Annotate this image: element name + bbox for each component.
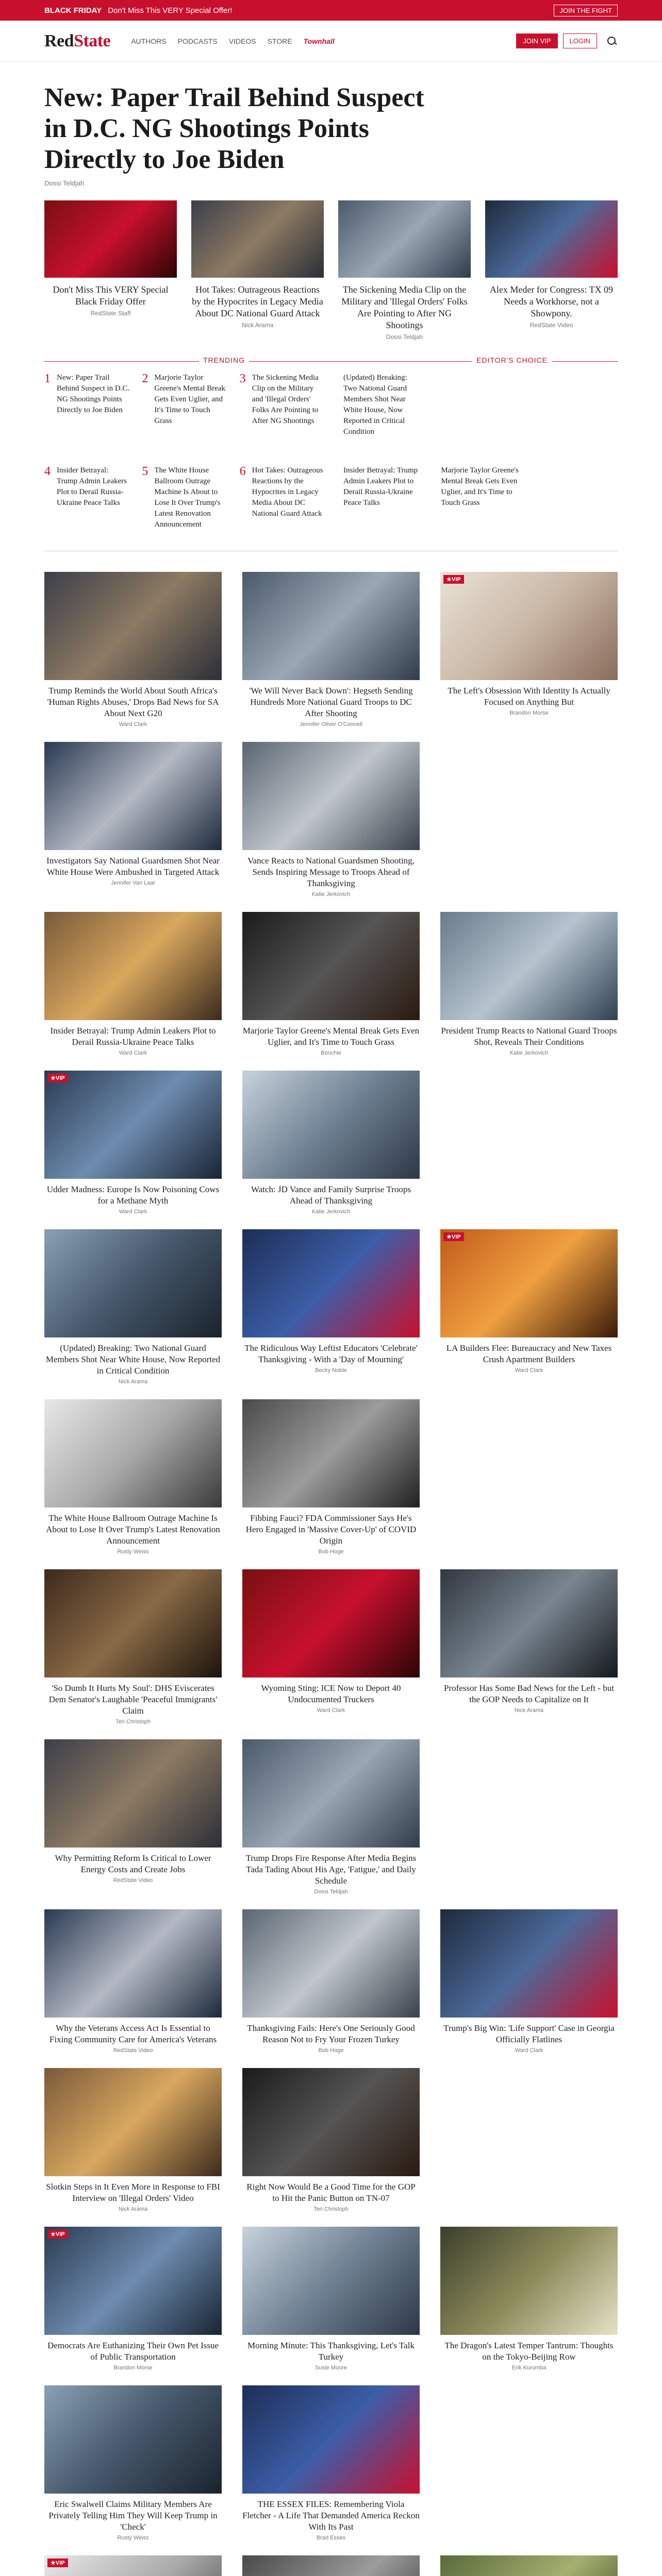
article-image[interactable] [440, 2555, 618, 2576]
editors-choice-label: EDITOR'S CHOICE [472, 356, 552, 364]
article-image[interactable] [44, 912, 222, 1020]
article-author[interactable]: Ward Clark [119, 1050, 147, 1056]
story-author[interactable]: RedState Video [529, 321, 573, 329]
list-title[interactable]: The White House Ballroom Outrage Machine Is About to Lose It Over Trump's Latest Renovation Announcement [154, 466, 221, 529]
vip-badge: ★VIP [443, 1232, 464, 1241]
article-image[interactable] [44, 2555, 222, 2576]
article-image[interactable] [44, 1909, 222, 2018]
article-card[interactable] [242, 742, 420, 897]
promo-text: Don't Miss This VERY Special Offer! [108, 6, 233, 15]
article-author[interactable]: Teri Christoph [115, 1719, 151, 1725]
article-image[interactable] [242, 2555, 420, 2576]
article-card[interactable] [242, 1071, 420, 1215]
list-title[interactable]: (Updated) Breaking: Two National Guard Members Shot Near White House, Now Reported in Critical Condition [343, 374, 407, 436]
article-title[interactable]: 'We Will Never Back Down': Hegseth Sending Hundreds More National Guard Troops to DC After Shooting [249, 686, 413, 718]
story-author[interactable]: RedState Staff [90, 310, 131, 317]
article-card[interactable] [242, 2385, 420, 2541]
article-card[interactable] [440, 1569, 618, 1725]
article-grid [44, 572, 618, 2576]
article-card[interactable] [242, 1399, 420, 1555]
article-card[interactable] [44, 1399, 222, 1555]
article-card[interactable] [242, 912, 420, 1056]
list-item [533, 361, 618, 437]
logo-red: Red [44, 31, 74, 50]
article-card [440, 2385, 618, 2541]
article-author[interactable]: Ward Clark [515, 2047, 543, 2054]
top-stories [44, 200, 618, 341]
top-story[interactable] [44, 200, 177, 341]
list-item[interactable] [337, 361, 422, 437]
top-story[interactable] [485, 200, 618, 341]
story-title[interactable]: Hot Takes: Outrageous Reactions by the Hypocrites in Legacy Media About DC National Guard Attack [192, 284, 323, 318]
article-author[interactable]: Ward Clark [119, 721, 147, 727]
article-author[interactable]: Katie Jerkovich [311, 1209, 351, 1215]
article-author[interactable]: Susie Moore [315, 2365, 347, 2371]
trending-label: TRENDING [199, 356, 249, 364]
article-title[interactable]: Fibbing Fauci? FDA Commissioner Says He's Hero Engaged in 'Massive Cover-Up' of COVID Origin [245, 1513, 417, 1546]
list-number: 5 [142, 465, 148, 478]
article-card[interactable] [44, 1739, 222, 1895]
list-item[interactable] [337, 450, 422, 530]
nav-store[interactable]: STORE [267, 37, 292, 45]
article-title[interactable]: Watch: JD Vance and Family Surprise Troops Ahead of Thanksgiving [251, 1184, 411, 1206]
article-author[interactable]: Brandon Morse [509, 710, 549, 716]
lead-byline[interactable]: Dossi Teldjah [44, 179, 85, 187]
article-title[interactable]: Democrats Are Euthanizing Their Own Pet Issue of Public Transportation [47, 2341, 219, 2362]
article-title[interactable]: Wyoming Sting: ICE Now to Deport 40 Undocumented Truckers [261, 1683, 401, 1704]
list-title[interactable]: The Sickening Media Clip on the Military and 'Illegal Orders' Folks Are Pointing to After NG Shootings [252, 374, 319, 425]
promo-bar[interactable] [0, 0, 662, 21]
article-card[interactable] [242, 2227, 420, 2371]
main-content [0, 82, 662, 2576]
article-author[interactable]: Ward Clark [119, 1209, 147, 1215]
article-image[interactable] [44, 1739, 222, 1848]
article-title[interactable]: Eric Swalwell Claims Military Members Are Privately Telling Him They Will Keep Trump in 'Check' [48, 2499, 218, 2532]
vip-badge: ★VIP [47, 2230, 68, 2239]
article-card[interactable] [242, 1909, 420, 2054]
article-author[interactable]: RedState Video [113, 2047, 153, 2054]
article-image[interactable] [44, 742, 222, 850]
article-image[interactable] [440, 1909, 618, 2018]
logo-state: State [74, 31, 111, 50]
vip-badge: ★VIP [47, 1074, 68, 1082]
article-author[interactable]: Jennifer Oliver O'Connell [300, 721, 362, 727]
site-logo[interactable] [44, 31, 110, 51]
article-title[interactable]: Why Permitting Reform Is Critical to Lower Energy Costs and Create Jobs [55, 1853, 211, 1874]
article-title[interactable]: Trump Reminds the World About South Africa's 'Human Rights Abuses,' Drops Bad News for SA About Next G20 [47, 686, 219, 718]
article-image[interactable] [242, 1739, 420, 1848]
article-image[interactable] [242, 1071, 420, 1179]
list-item [533, 450, 618, 530]
article-image[interactable] [44, 1399, 222, 1507]
article-image[interactable] [242, 1229, 420, 1337]
article-author[interactable]: Bob Hoge [318, 2047, 344, 2054]
article-title[interactable]: Why the Veterans Access Act Is Essential to Fixing Community Care for America's Veterans [49, 2023, 217, 2044]
article-title[interactable]: Insider Betrayal: Trump Admin Leakers Plot to Derail Russia-Ukraine Peace Talks [50, 1026, 216, 1047]
article-title[interactable]: (Updated) Breaking: Two National Guard Members Shot Near White House, Now Reported in Critical Condition [45, 1343, 221, 1376]
list-title[interactable]: Marjorie Taylor Greene's Mental Break Gets Even Uglier, and It's Time to Touch Grass [441, 466, 519, 507]
article-title[interactable]: Thanksgiving Fails: Here's One Seriously Good Reason Not to Fry Your Frozen Turkey [247, 2023, 415, 2044]
lead-headline[interactable]: New: Paper Trail Behind Suspect in D.C. NG Shootings Points Directly to Joe Biden [44, 83, 424, 174]
article-image[interactable] [440, 1569, 618, 1677]
article-author[interactable]: Erik Kurumba [511, 2365, 547, 2371]
article-card[interactable] [44, 1569, 222, 1725]
list-title[interactable]: New: Paper Trail Behind Suspect in D.C. NG Shootings Points Directly to Joe Biden [57, 374, 130, 414]
article-author[interactable]: Rusty Weiss [117, 2535, 149, 2541]
list-item[interactable] [44, 361, 129, 437]
article-author[interactable]: Bob Hoge [318, 1549, 344, 1555]
article-card [440, 1399, 618, 1555]
article-author[interactable]: Katie Jerkovich [311, 891, 351, 897]
article-card[interactable] [440, 912, 618, 1056]
article-image[interactable] [44, 1229, 222, 1337]
story-image[interactable] [338, 200, 471, 278]
article-image[interactable] [44, 572, 222, 680]
list-number: 4 [44, 465, 51, 478]
list-item[interactable] [435, 450, 520, 530]
article-title[interactable]: The Ridiculous Way Leftist Educators 'Celebrate' Thanksgiving - With a 'Day of Mourning' [244, 1343, 418, 1364]
article-card[interactable] [242, 1739, 420, 1895]
article-author[interactable]: Nick Arama [118, 1379, 148, 1385]
vip-badge: ★VIP [47, 2558, 68, 2567]
story-title[interactable]: Don't Miss This VERY Special Black Friday Offer [53, 284, 169, 307]
article-image[interactable] [44, 1071, 222, 1179]
story-author[interactable]: Dossi Teldjah [386, 333, 423, 341]
article-card[interactable] [242, 2068, 420, 2212]
vip-badge: ★VIP [443, 575, 464, 584]
list-number: 6 [239, 465, 246, 478]
article-card[interactable] [440, 1229, 618, 1385]
nav-videos[interactable]: VIDEOS [228, 37, 256, 45]
article-author[interactable]: Jennifer Van Laar [110, 880, 156, 886]
article-author[interactable]: Rusty Weiss [117, 1549, 149, 1555]
list-title[interactable]: Insider Betrayal: Trump Admin Leakers Plot to Derail Russia-Ukraine Peace Talks [57, 466, 127, 507]
list-item [435, 361, 520, 437]
article-author[interactable]: RedState Video [113, 1877, 153, 1884]
article-title[interactable]: Professor Has Some Bad News for the Left - but the GOP Needs to Capitalize on It [443, 1683, 614, 1704]
article-author[interactable]: Katie Jerkovich [509, 1050, 549, 1056]
article-title[interactable]: The White House Ballroom Outrage Machine Is About to Lose It Over Trump's Latest Renovation Announcement [46, 1513, 220, 1546]
article-title[interactable]: LA Builders Flee: Bureaucracy and New Taxes Crush Apartment Builders [446, 1343, 612, 1364]
list-item[interactable] [142, 361, 227, 437]
list-number: 2 [142, 372, 148, 385]
article-title[interactable]: Udder Madness: Europe Is Now Poisoning Cows for a Methane Myth [46, 1184, 220, 1206]
article-title[interactable]: Right Now Would Be a Good Time for the GOP to Hit the Panic Button on TN-07 [246, 2182, 416, 2203]
article-image[interactable] [242, 1909, 420, 2018]
article-card[interactable] [44, 2385, 222, 2541]
article-author[interactable]: Dossi Teldjah [314, 1889, 348, 1895]
article-image[interactable] [242, 742, 420, 850]
article-title[interactable]: Marjorie Taylor Greene's Mental Break Gets Even Uglier, and It's Time to Touch Grass [242, 1026, 420, 1047]
article-image[interactable] [44, 2385, 222, 2494]
promo-tag: BLACK FRIDAY [44, 6, 102, 15]
article-card [440, 742, 618, 897]
article-title[interactable]: Trump Drops Fire Response After Media Begins Tada Tading About His Age, 'Fatigue,' and Daily Schedule [245, 1853, 417, 1886]
list-title[interactable]: Insider Betrayal: Trump Admin Leakers Plot to Derail Russia-Ukraine Peace Talks [343, 466, 418, 507]
story-image[interactable] [44, 200, 177, 278]
article-card[interactable] [440, 2227, 618, 2371]
article-card[interactable] [44, 912, 222, 1056]
list-item[interactable] [44, 450, 129, 530]
article-card[interactable] [44, 1229, 222, 1385]
article-image[interactable] [440, 912, 618, 1020]
trending-and-editors-choice [44, 356, 618, 530]
article-card[interactable] [44, 2227, 222, 2371]
top-story[interactable] [338, 200, 471, 341]
nav-vip[interactable]: ★VIP [3, 3, 24, 12]
article-title[interactable]: The Dragon's Latest Temper Tantrum: Thoughts on the Tokyo-Beijing Row [444, 2341, 614, 2362]
article-card[interactable] [44, 1909, 222, 2054]
article-card[interactable] [44, 572, 222, 727]
article-image[interactable] [242, 1569, 420, 1677]
article-title[interactable]: Vance Reacts to National Guardsmen Shooting, Sends Inspiring Message to Troops Ahead of Thanksgiving [247, 856, 415, 888]
article-author[interactable]: Brandon Morse [113, 2365, 153, 2371]
promo-message [44, 6, 232, 15]
article-image[interactable] [440, 572, 618, 680]
article-image[interactable] [440, 1229, 618, 1337]
article-card[interactable] [44, 742, 222, 897]
article-image[interactable] [242, 2227, 420, 2335]
story-title[interactable]: Alex Meder for Congress: TX 09 Needs a Workhorse, not a Showpony. [489, 284, 614, 318]
list-item[interactable] [142, 450, 227, 530]
article-card [440, 1071, 618, 1215]
login-button[interactable]: LOGIN [563, 33, 597, 48]
article-image[interactable] [44, 2227, 222, 2335]
nav-townhall[interactable]: Townhall [303, 37, 335, 45]
list-title[interactable]: Hot Takes: Outrageous Reactions by the Hypocrites in Legacy Media About DC National Guard Attack [252, 466, 323, 518]
list-item[interactable] [240, 450, 325, 530]
article-author[interactable]: Ward Clark [317, 1707, 345, 1714]
article-image[interactable] [242, 2385, 420, 2494]
article-title[interactable]: 'So Dumb It Hurts My Soul': DHS Eviscerates Dem Senator's Laughable 'Peaceful Immigrants' Claim [48, 1683, 218, 1716]
article-image[interactable] [242, 1399, 420, 1507]
article-image[interactable] [44, 1569, 222, 1677]
article-title[interactable]: Trump's Big Win: 'Life Support' Case in Georgia Officially Flatlines [443, 2023, 615, 2044]
article-author[interactable]: Nick Arama [118, 2206, 148, 2212]
article-card[interactable] [44, 2068, 222, 2212]
article-image[interactable] [242, 572, 420, 680]
search-icon[interactable] [606, 36, 618, 47]
article-card[interactable] [242, 572, 420, 727]
article-card[interactable] [242, 2555, 420, 2576]
article-author[interactable]: Ward Clark [515, 1367, 543, 1374]
article-card[interactable] [44, 1071, 222, 1215]
list-item[interactable] [240, 361, 325, 437]
article-title[interactable]: Morning Minute: This Thanksgiving, Let's Talk Turkey [247, 2341, 415, 2362]
article-author[interactable]: Nick Arama [514, 1707, 544, 1714]
story-image[interactable] [485, 200, 618, 278]
article-card[interactable] [242, 1569, 420, 1725]
article-card[interactable] [242, 1229, 420, 1385]
story-title[interactable]: The Sickening Media Clip on the Military and 'Illegal Orders' Folks Are Pointing to After NG Shootings [341, 284, 468, 330]
article-title[interactable]: Slotkin Steps in It Even More in Response to FBI Interview on 'Illegal Orders' Video [46, 2182, 220, 2203]
list-number: 3 [239, 372, 246, 385]
article-card[interactable] [440, 1909, 618, 2054]
article-author[interactable]: Teri Christoph [313, 2206, 349, 2212]
top-story[interactable] [191, 200, 324, 341]
article-card [440, 1739, 618, 1895]
article-card[interactable] [44, 2555, 222, 2576]
join-vip-button[interactable]: JOIN VIP [516, 33, 557, 48]
article-author[interactable]: Brad Essex [316, 2535, 346, 2541]
article-image[interactable] [440, 2227, 618, 2335]
list-title[interactable]: Marjorie Taylor Greene's Mental Break Gets Even Uglier, and It's Time to Touch Grass [154, 374, 225, 425]
article-title[interactable]: President Trump Reacts to National Guard Troops Shot, Reveals Their Conditions [441, 1026, 617, 1047]
article-title[interactable]: The Left's Obsession With Identity Is Actually Focused on Anything But [448, 686, 610, 707]
article-image[interactable] [242, 2068, 420, 2176]
story-image[interactable] [191, 200, 324, 278]
article-title[interactable]: Investigators Say National Guardsmen Shot Near White House Were Ambushed in Targeted Attack [46, 856, 220, 877]
nav-authors[interactable]: AUTHORS [131, 37, 167, 45]
article-card [440, 2068, 618, 2212]
article-image[interactable] [242, 912, 420, 1020]
article-image[interactable] [44, 2068, 222, 2176]
nav-podcasts[interactable]: PODCASTS [177, 37, 218, 45]
list-number: 1 [44, 372, 51, 385]
article-card[interactable] [440, 572, 618, 727]
article-author[interactable]: Bonchie [321, 1050, 341, 1056]
story-author[interactable]: Nick Arama [241, 321, 274, 329]
article-title[interactable]: THE ESSEX FILES: Remembering Viola Fletcher - A Life That Demanded America Reckon With Its Past [242, 2499, 420, 2532]
join-the-fight-button[interactable]: JOIN THE FIGHT [554, 5, 618, 16]
article-card[interactable] [440, 2555, 618, 2576]
article-author[interactable]: Becky Noble [315, 1367, 347, 1374]
